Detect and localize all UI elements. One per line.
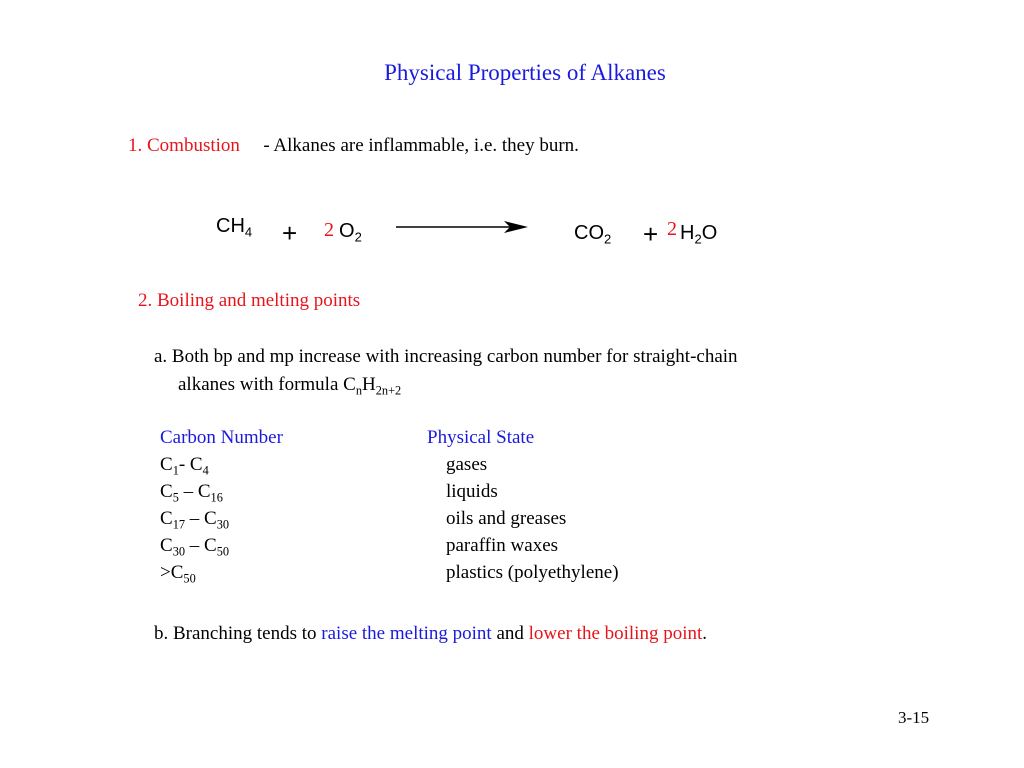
point-b: b. Branching tends to raise the melting point and lower the boiling point. xyxy=(154,623,708,644)
product-carbon-dioxide: $CO_2$ xyxy=(574,222,612,247)
section-1-heading: 1. Combustion xyxy=(128,135,240,156)
point-a-line-2: alkanes with formula $C_nH_{2n+2}$ xyxy=(178,374,402,398)
product-water: $H_2O$ xyxy=(680,222,718,247)
table-row xyxy=(160,532,619,559)
carbon-range: $C_{17} - C_{30}$ xyxy=(160,507,230,531)
header-carbon-number: Carbon Number xyxy=(160,426,283,448)
coefficient-o2: 2 xyxy=(324,219,334,241)
highlight-melting: raise the melting point xyxy=(321,623,492,644)
carbon-range: $>C_{50}$ xyxy=(160,561,196,585)
physical-state: plastics (polyethylene) xyxy=(446,561,619,583)
section-2-heading: 2. Boiling and melting points xyxy=(138,290,361,311)
table-row xyxy=(160,451,619,478)
page-number: 3-15 xyxy=(898,708,930,727)
properties-table xyxy=(160,424,619,586)
physical-state: liquids xyxy=(446,480,498,502)
point-a-line-1: a. Both bp and mp increase with increasing carbon number for straight-chain xyxy=(154,346,738,367)
reactant-oxygen: $O_2$ xyxy=(339,220,362,245)
header-physical-state: Physical State xyxy=(427,426,535,448)
coefficient-h2o: 2 xyxy=(667,218,677,240)
section-1-text: - Alkanes are inflammable, i.e. they burn. xyxy=(263,135,579,156)
section-combustion xyxy=(128,135,579,157)
carbon-range: $C_5 - C_{16}$ xyxy=(160,480,223,504)
reaction-arrow-icon xyxy=(394,218,532,236)
table-row xyxy=(160,559,619,586)
table-row xyxy=(160,478,619,505)
carbon-range: $C_1-$ $C_4$ xyxy=(160,453,209,477)
table-row xyxy=(160,505,619,532)
page-title: Physical Properties of Alkanes xyxy=(384,60,666,85)
reactant-methane: $CH_4$ xyxy=(216,215,253,240)
highlight-boiling: lower the boiling point xyxy=(528,623,703,644)
plus-sign-1: + xyxy=(282,218,298,248)
physical-state: paraffin waxes xyxy=(446,534,559,556)
plus-sign-2: + xyxy=(643,219,659,249)
carbon-range: $C_{30} - C_{50}$ xyxy=(160,534,230,558)
physical-state: oils and greases xyxy=(446,507,567,529)
physical-state: gases xyxy=(446,453,488,475)
table-header-row xyxy=(160,424,619,451)
